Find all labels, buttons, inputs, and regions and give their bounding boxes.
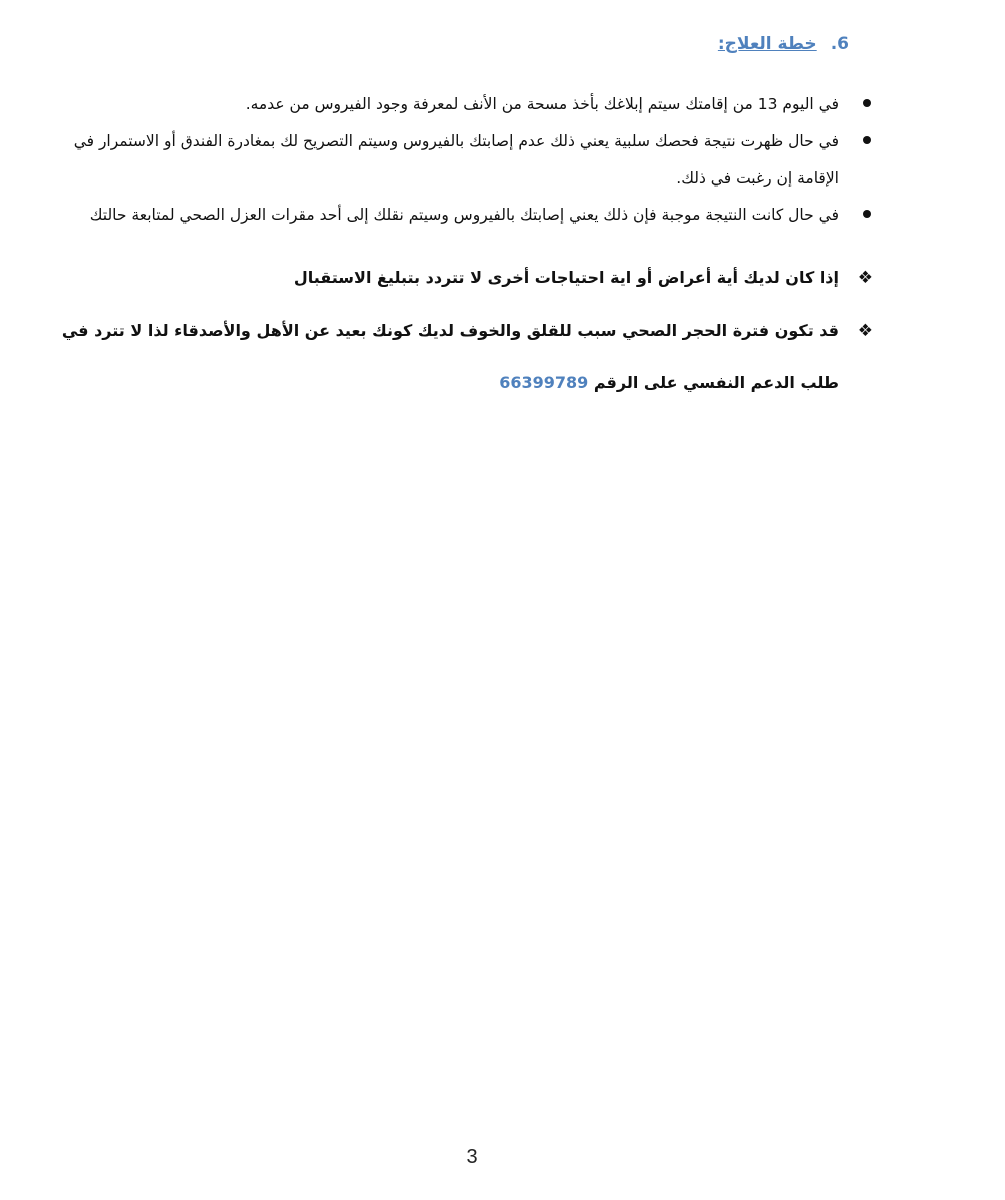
bullet-icon	[863, 210, 871, 218]
four-diamond-icon: ❖	[857, 321, 873, 341]
treatment-plan-list	[59, 86, 871, 234]
section-number: 6.	[830, 34, 849, 54]
psych-support-note	[31, 305, 871, 409]
list-item-text: في اليوم 13 من إقامتك سيتم إبلاغك بأخذ مسحة من الأنف لمعرفة وجود الفيروس من عدمه.	[245, 95, 839, 113]
psych-support-note-item	[31, 305, 871, 409]
four-diamond-icon: ❖	[857, 268, 873, 288]
list-item-text: في حال ظهرت نتيجة فحصك سلبية يعني ذلك عدم إصابتك بالفيروس وسيتم التصريح لك بمغادرة الفندق أو الاستمرار في الإقامة إن رغبت في ذلك.	[73, 132, 839, 187]
list-item	[59, 123, 871, 197]
symptoms-note	[31, 252, 871, 304]
bullet-icon	[863, 99, 871, 107]
support-phone-number: 66399789	[499, 373, 589, 392]
section-title: خطة العلاج:	[717, 34, 817, 54]
page-number: 3	[466, 1146, 478, 1168]
list-item-text: في حال كانت النتيجة موجبة فإن ذلك يعني إصابتك بالفيروس وسيتم نقلك إلى أحد مقرات العزل الصحي لمتابعة حالتك	[89, 206, 839, 224]
bullet-icon	[863, 136, 871, 144]
psych-support-text: قد تكون فترة الحجر الصحي سبب للقلق والخوف لديك كونك بعيد عن الأهل والأصدقاء لذا لا تترد في طلب الدعم النفسي على الرقم	[61, 321, 839, 392]
list-item	[59, 86, 871, 123]
list-item	[59, 197, 871, 234]
section-heading	[718, 34, 849, 54]
symptoms-note-text: إذا كان لديك أية أعراض أو اية احتياجات أخرى لا تتردد بتبليغ الاستقبال	[293, 268, 839, 287]
symptoms-note-item	[31, 252, 871, 304]
